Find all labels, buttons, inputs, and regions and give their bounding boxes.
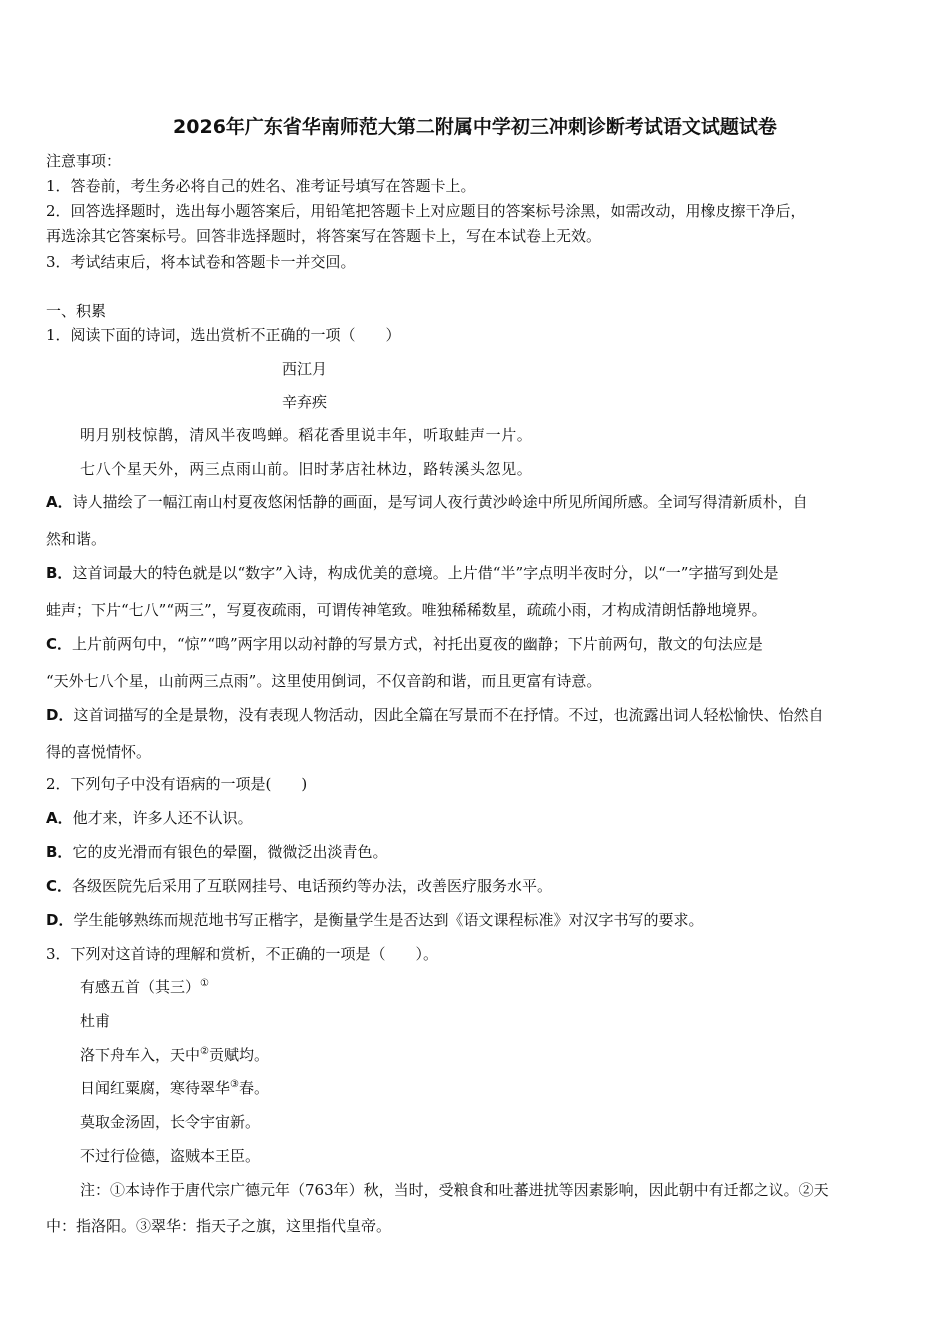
poem-text: 日闻红粟腐，寒待翠华 [80,1079,231,1097]
option-text: 它的皮光滑而有银色的晕圈，微微泛出淡青色。 [72,843,388,861]
option-label: C． [46,635,73,653]
question-1-stem: 1．阅读下面的诗词，选出赏析不正确的一项（ ） [46,326,401,344]
option-a [46,492,808,512]
notice-item: 再选涂其它答案标号。回答非选择题时，将答案写在答题卡上，写在本试卷上无效。 [46,227,602,245]
option-text: 他才来，许多人还不认识。 [72,809,253,827]
option-label: C． [46,877,73,895]
option-c [46,634,763,654]
option-c [46,876,552,896]
page-title: 2026年广东省华南师范大第二附属中学初三冲刺诊断考试语文试题试卷 [173,116,777,138]
poem-author: 辛弃疾 [282,393,328,411]
footnote-mark: ① [200,978,209,989]
option-a-cont: 然和谐。 [46,530,107,548]
option-b-cont: 蛙声；下片“七八”“两三”，写夏夜疏雨，可谓传神笔致。唯独稀稀数星，疏疏小雨，才构成清朗恬静地境界。 [46,601,767,619]
poem-line: 不过行俭德，盗贼本王臣。 [80,1147,261,1165]
option-d [46,705,823,725]
poem-title-text: 有感五首（其三） [80,978,201,996]
poem-line: 莫取金汤固，长令宇宙新。 [80,1113,261,1131]
notice-heading: 注意事项： [46,152,122,170]
footnote-mark: ② [200,1046,209,1057]
poem-text: 春。 [238,1079,269,1097]
poem-title: 西江月 [282,360,328,378]
option-label: B． [46,843,73,861]
notice-item: 2．回答选择题时，选出每小题答案后，用铅笔把答题卡上对应题目的答案标号涂黑，如需改动，用橡皮擦干净后， [46,202,806,220]
footnote: 注：①本诗作于唐代宗广德元年（763年）秋，当时，受粮食和吐蕃进扰等因素影响，因此朝中有迁都之议。②天 [80,1181,829,1199]
option-label: A． [46,493,73,511]
poem-line: 明月别枝惊鹊，清风半夜鸣蝉。稻花香里说丰年，听取蛙声一片。 [80,426,533,444]
option-c-cont: “天外七八个星，山前两三点雨”。这里使用倒词，不仅音韵和谐，而且更富有诗意。 [46,672,602,690]
option-b [46,842,387,862]
option-text: 上片前两句中，“惊”“鸣”两字用以动衬静的写景方式，衬托出夏夜的幽静；下片前两句，散文的句法应是 [72,635,763,653]
option-text: 各级医院先后采用了互联网挂号、电话预约等办法，改善医疗服务水平。 [72,877,553,895]
notice-item: 1．答卷前，考生务必将自己的姓名、准考证号填写在答题卡上。 [46,177,476,195]
poem-line [80,1078,269,1098]
poem-line [80,1045,269,1065]
option-label: B． [46,564,73,582]
notice-item: 3．考试结束后，将本试卷和答题卡一并交回。 [46,253,356,271]
poem-title [80,977,209,997]
option-b [46,563,778,583]
footnote-cont: 中：指洛阳。③翠华：指天子之旗，这里指代皇帝。 [46,1217,392,1235]
option-label: A． [46,809,73,827]
question-3-stem: 3．下列对这首诗的理解和赏析，不正确的一项是（ ）。 [46,945,439,963]
option-text: 这首词描写的全是景物，没有表现人物活动，因此全篇在写景而不在抒情。不过，也流露出词人轻松愉快、怡然自 [73,706,824,724]
section-heading: 一、积累 [46,302,107,320]
poem-text: 洛下舟车入，天中 [80,1046,201,1064]
question-2-stem: 2．下列句子中没有语病的一项是( ) [46,775,308,793]
option-a [46,808,253,828]
poem-line: 七八个星天外，两三点雨山前。旧时茅店社林边，路转溪头忽见。 [80,460,533,478]
option-label: D． [46,911,74,929]
option-text: 这首词最大的特色就是以“数字”入诗，构成优美的意境。上片借“半”字点明半夜时分，以“一”字描写到处是 [72,564,779,582]
option-text: 诗人描绘了一幅江南山村夏夜悠闲恬静的画面，是写词人夜行黄沙岭途中所见所闻所感。全词写得清新质朴，自 [72,493,808,511]
footnote-mark: ③ [230,1079,239,1090]
option-d-cont: 得的喜悦情怀。 [46,743,152,761]
poem-author: 杜甫 [80,1012,111,1030]
poem-text: 贡赋均。 [208,1046,269,1064]
option-d [46,910,703,930]
option-label: D． [46,706,74,724]
option-text: 学生能够熟练而规范地书写正楷字，是衡量学生是否达到《语文课程标准》对汉字书写的要求。 [73,911,704,929]
